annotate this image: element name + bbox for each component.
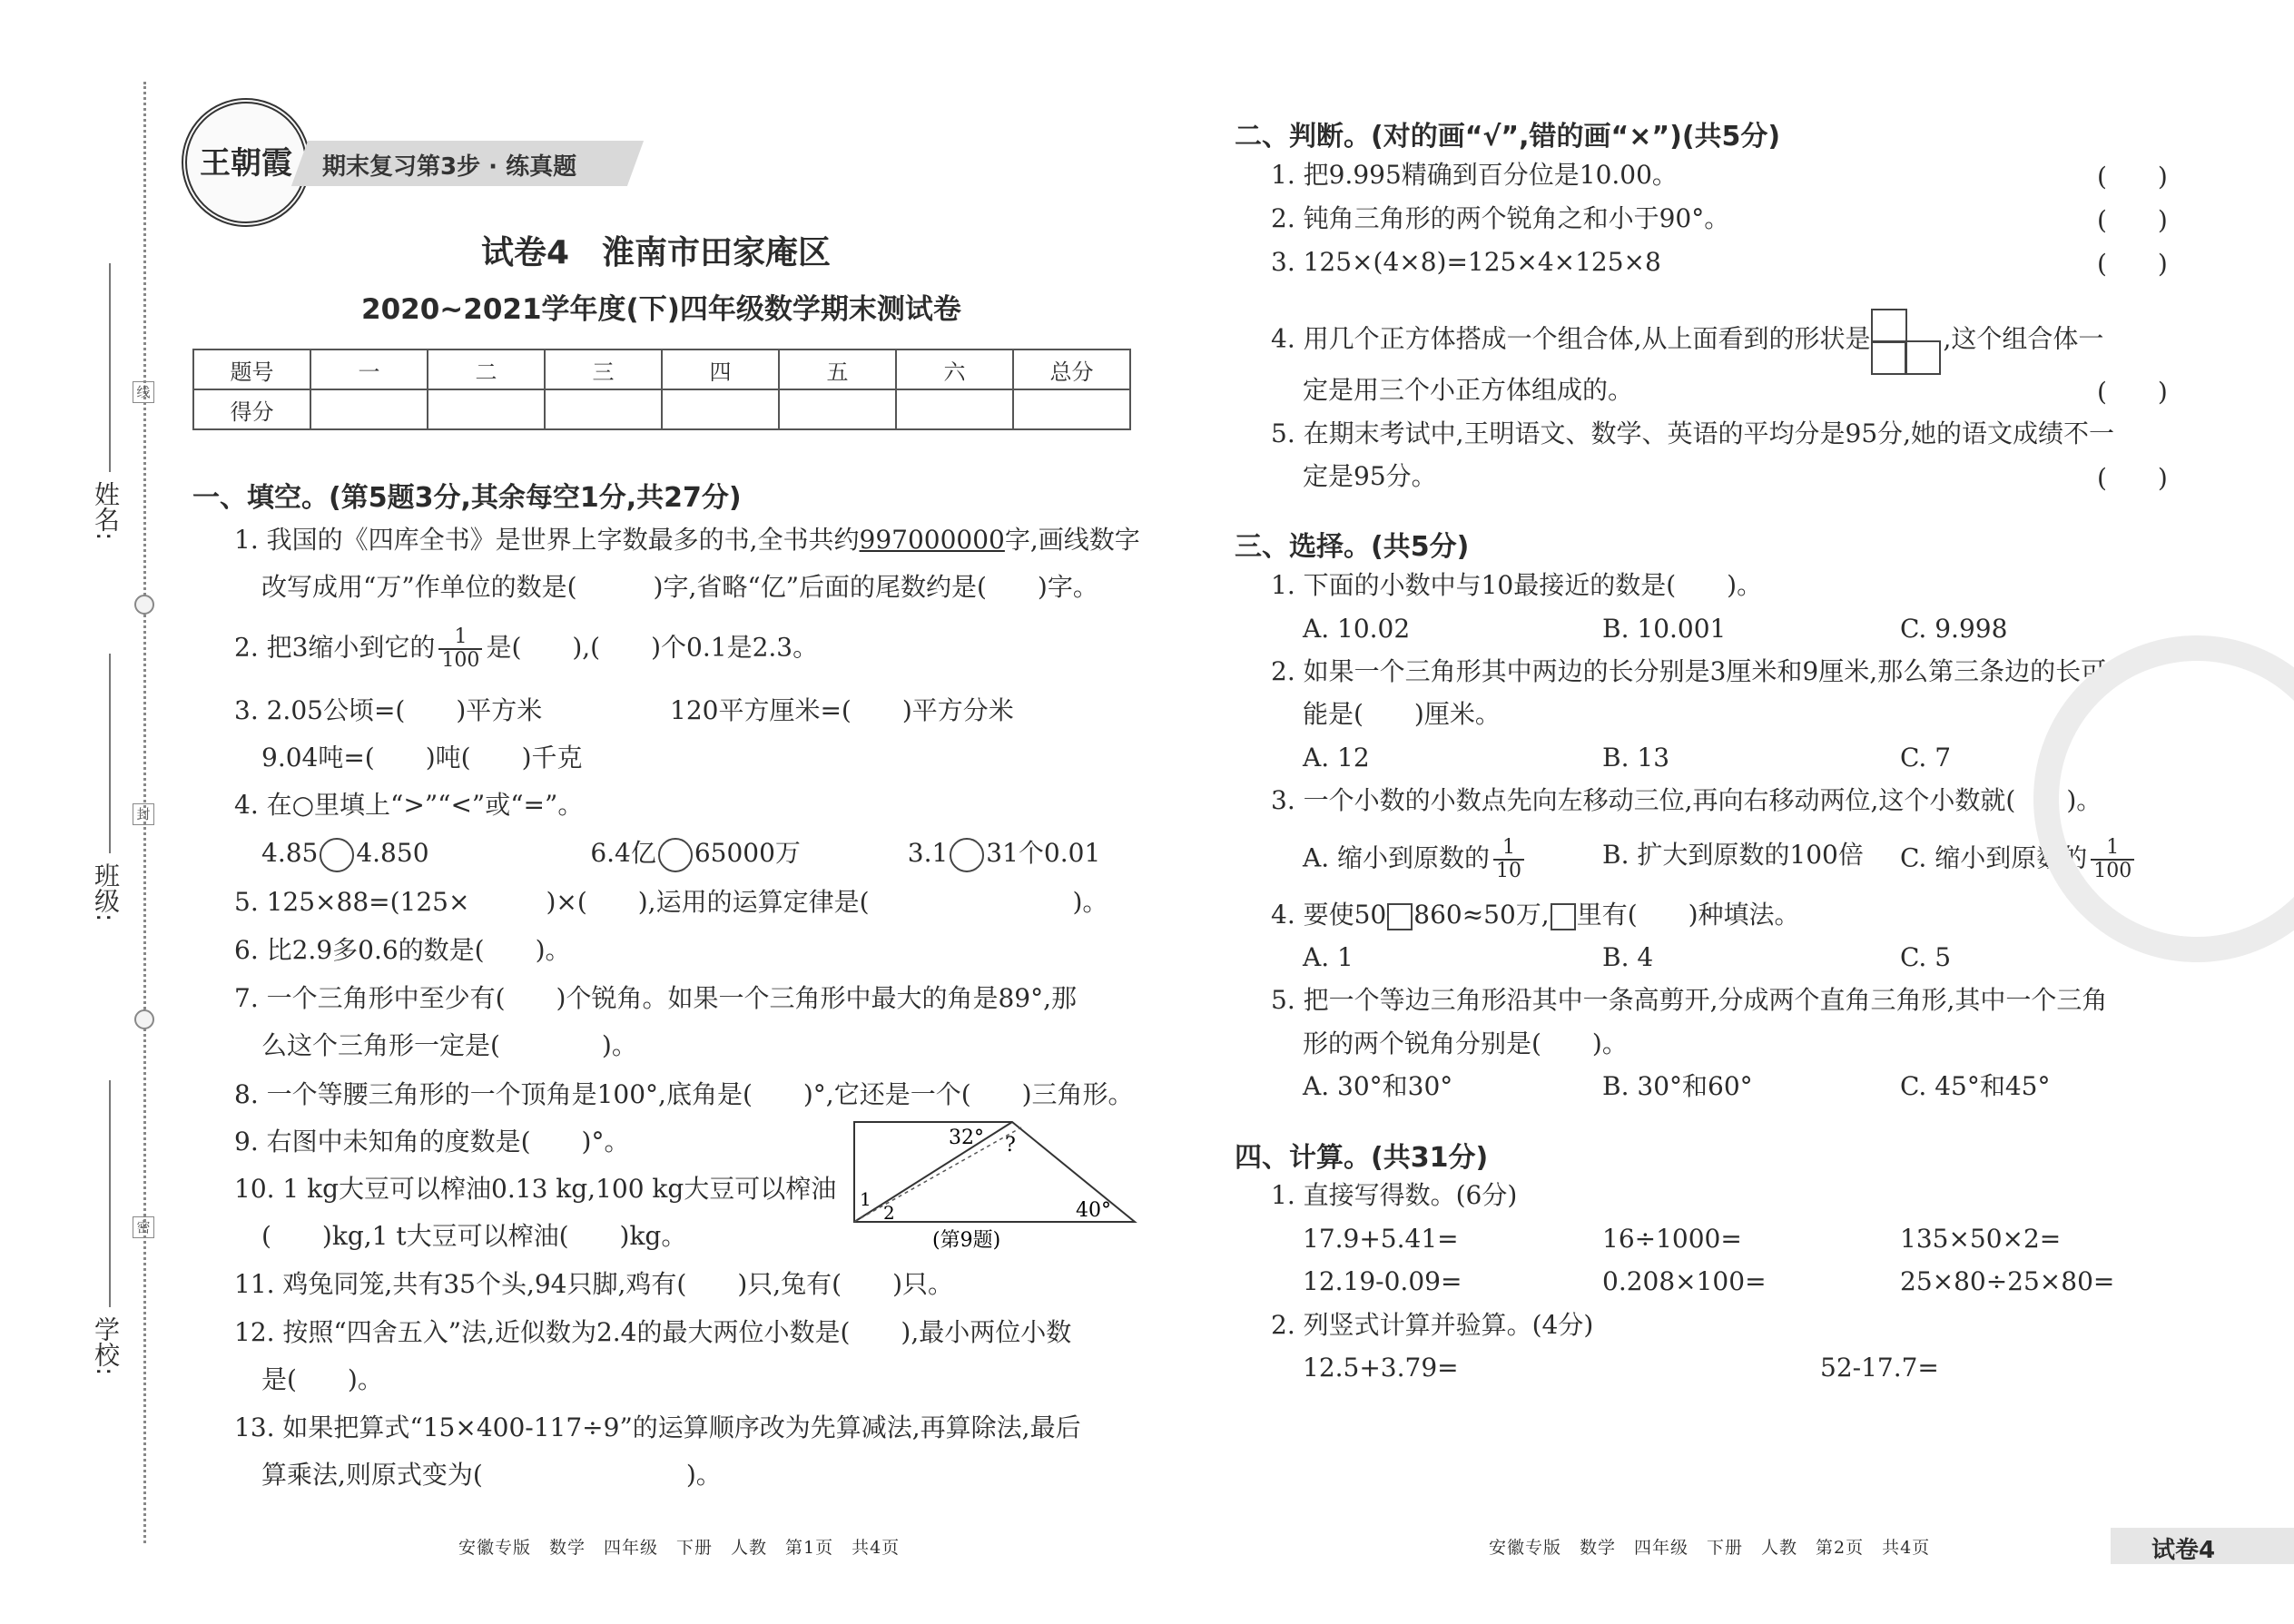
question-6: 6. 比2.9多0.6的数是( )。 [234, 935, 571, 965]
answer-paren[interactable]: ( ) [2097, 377, 2168, 407]
calc-item: 17.9+5.41= [1303, 1224, 1459, 1254]
footer-right: 安徽专版 数学 四年级 下册 人教 第2页 共4页 [1489, 1538, 1931, 1558]
choice-1-option-c[interactable]: C. 9.998 [1900, 614, 2008, 644]
punch-hole [134, 595, 154, 615]
score-cell: 二 [428, 349, 545, 389]
paper-title: 试卷4 淮南市田家庵区 [481, 234, 832, 271]
calc-item: 12.5+3.79= [1303, 1353, 1459, 1383]
choice-2-option-a[interactable]: A. 12 [1303, 743, 1370, 773]
score-cell: 总分 [1013, 349, 1130, 389]
score-cell: 一 [310, 349, 428, 389]
angle-2-label: 2 [883, 1202, 895, 1224]
judge-4: 4. 用几个正方体搭成一个组合体,从上面看到的形状是 ,这个组合体一 [1271, 309, 2103, 372]
score-table-header-row [193, 349, 1130, 389]
name-line [109, 263, 111, 472]
choice-3-option-b[interactable]: B. 扩大到原数的100倍 [1602, 840, 1864, 870]
choice-1-option-a[interactable]: A. 10.02 [1303, 614, 1411, 644]
score-cell: 六 [896, 349, 1013, 389]
question-12b: 是( )。 [261, 1364, 383, 1394]
score-input[interactable] [428, 389, 545, 429]
choice-5: 5. 把一个等边三角形沿其中一条高剪开,分成两个直角三角形,其中一个三角 [1271, 985, 2108, 1015]
logo-badge [182, 98, 310, 227]
seal-mark-line: 线 [133, 381, 154, 403]
choice-3: 3. 一个小数的小数点先向左移动三位,再向右移动两位,这个小数就( )。 [1271, 785, 2102, 815]
choice-5-option-b[interactable]: B. 30°和60° [1602, 1071, 1753, 1101]
fraction: $\frac{1}{100}$ [2091, 837, 2134, 882]
school-label: 学校: [91, 1316, 121, 1376]
underlined-number: 997000000 [859, 525, 1005, 555]
question-7a: 7. 一个三角形中至少有( )个锐角。如果一个三角形中最大的角是89°,那 [234, 983, 1077, 1013]
question-9-figure [849, 1115, 1139, 1251]
score-input[interactable] [779, 389, 896, 429]
choice-4-option-c[interactable]: C. 5 [1900, 942, 1952, 972]
section-judge-title: 二、判断。(对的画“√”,错的画“×”)(共5分) [1235, 121, 1781, 153]
logo-text: 王朝霞 [200, 145, 292, 182]
judge-1: 1. 把9.995精确到百分位是10.00。 [1271, 160, 1678, 190]
choice-5-option-a[interactable]: A. 30°和30° [1303, 1071, 1453, 1101]
unknown-angle-label: ? [1005, 1134, 1016, 1156]
choice-4: 4. 要使50 860≈50万, 里有( )种填法。 [1271, 900, 1800, 930]
question-3a: 3. 2.05公顷=( )平方米 [234, 695, 543, 725]
score-table [192, 349, 1131, 430]
score-input[interactable] [896, 389, 1013, 429]
question-13a: 13. 如果把算式“15×400-117÷9”的运算顺序改为先算减法,再算除法,最后 [234, 1412, 1081, 1442]
name-label: 姓名: [91, 481, 121, 541]
section-fill-blank-title: 一、填空。(第5题3分,其余每空1分,共27分) [192, 482, 742, 514]
question-12a: 12. 按照“四舍五入”法,近似数为2.4的最大两位小数是( ),最小两位小数 [234, 1317, 1072, 1347]
section-choice-title: 三、选择。(共5分) [1235, 531, 1470, 563]
seal-mark-seal: 封 [133, 803, 154, 825]
question-9: 9. 右图中未知角的度数是( )°。 [234, 1127, 630, 1156]
dashed-line [854, 1127, 1021, 1222]
top-view-shape [1871, 309, 1944, 372]
question-2: 2. 把3缩小到它的 $\frac{1}{100}$ 是( ),( )个0.1是2.3。 [234, 625, 819, 672]
school-line [109, 1080, 111, 1307]
choice-2-option-b[interactable]: B. 13 [1602, 743, 1670, 773]
choice-1: 1. 下面的小数中与10最接近的数是( )。 [1271, 570, 1763, 600]
compare-circle[interactable] [950, 838, 984, 872]
angle-32-label: 32° [949, 1127, 984, 1149]
calc-item: 52-17.7= [1820, 1353, 1939, 1383]
question-8: 8. 一个等腰三角形的一个顶角是100°,底角是( )°,它还是一个( )三角形。 [234, 1079, 1134, 1109]
score-cell: 三 [545, 349, 662, 389]
answer-paren[interactable]: ( ) [2097, 249, 2168, 279]
score-label: 得分 [193, 389, 310, 429]
question-1: 1. 我国的《四库全书》是世界上字数最多的书,全书共约997000000字,画线数字 [234, 525, 1140, 555]
question-7b: 么这个三角形一定是( )。 [261, 1030, 637, 1060]
choice-2-cont: 能是( )厘米。 [1303, 699, 1501, 729]
score-input[interactable] [662, 389, 779, 429]
footer-tab: 试卷4 [2151, 1537, 2216, 1564]
judge-5: 5. 在期末考试中,王明语文、数学、英语的平均分是95分,她的语文成绩不一 [1271, 418, 2115, 448]
question-3b: 120平方厘米=( )平方分米 [670, 695, 1014, 725]
blank-box [1387, 903, 1413, 930]
section-calc-title: 四、计算。(共31分) [1235, 1142, 1489, 1174]
question-13b: 算乘法,则原式变为( )。 [261, 1460, 722, 1490]
class-line [109, 654, 111, 853]
angle-1-label: 1 [860, 1188, 871, 1210]
question-4: 4. 在○里填上“>”“<”或“=”。 [234, 790, 584, 820]
calc-item: 0.208×100= [1602, 1266, 1767, 1296]
choice-3-option-a[interactable]: A. 缩小到原数的 $\frac{1}{10}$ [1303, 837, 1528, 882]
calc-item: 16÷1000= [1602, 1224, 1742, 1254]
footer-left: 安徽专版 数学 四年级 下册 人教 第1页 共4页 [458, 1538, 901, 1558]
answer-paren[interactable]: ( ) [2097, 162, 2168, 192]
question-11: 11. 鸡兔同笼,共有35个头,94只脚,鸡有( )只,兔有( )只。 [234, 1269, 953, 1299]
choice-4-option-b[interactable]: B. 4 [1602, 942, 1654, 972]
calc-item: 12.19-0.09= [1303, 1266, 1462, 1296]
angle-40-label: 40° [1076, 1199, 1111, 1222]
question-4-items: 4.85 4.850 6.4亿 65000万 3.1 31个0.01 [261, 835, 1100, 872]
score-cell: 四 [662, 349, 779, 389]
fraction: $\frac{1}{10}$ [1493, 837, 1524, 882]
judge-3: 3. 125×(4×8)=125×4×125×8 [1271, 247, 1661, 277]
answer-paren[interactable]: ( ) [2097, 463, 2168, 493]
judge-4-cont: 定是用三个小正方体组成的。 [1303, 375, 1634, 405]
score-input[interactable] [1013, 389, 1130, 429]
banner-text: 期末复习第3步 · 练真题 [322, 153, 577, 181]
compare-circle[interactable] [320, 838, 354, 872]
calc-item: 25×80÷25×80= [1900, 1266, 2115, 1296]
diagonal-line [854, 1122, 1012, 1222]
calc-item: 135×50×2= [1900, 1224, 2062, 1254]
judge-5-cont: 定是95分。 [1303, 461, 1437, 491]
choice-4-option-a[interactable]: A. 1 [1303, 942, 1354, 972]
class-label: 班级: [91, 862, 121, 922]
choice-3-option-c[interactable]: C. 缩小到原数的 $\frac{1}{100}$ [1900, 837, 2138, 882]
score-cell: 五 [779, 349, 896, 389]
paper-subtitle: 2020~2021学年度(下)四年级数学期末测试卷 [361, 293, 961, 326]
punch-hole [134, 1009, 154, 1029]
question-10b: ( )kg,1 t大豆可以榨油( )kg。 [261, 1221, 687, 1251]
blank-box [1551, 903, 1576, 930]
judge-2: 2. 钝角三角形的两个锐角之和小于90°。 [1271, 203, 1730, 233]
score-table-score-row [193, 389, 1130, 429]
figure-caption: (第9题) [932, 1229, 1001, 1251]
question-5: 5. 125×88=(125× )×( ),运用的运算定律是( )。 [234, 887, 1108, 917]
score-input[interactable] [310, 389, 428, 429]
compare-circle[interactable] [658, 838, 693, 872]
score-cell: 题号 [193, 349, 310, 389]
choice-2: 2. 如果一个三角形其中两边的长分别是3厘米和9厘米,那么第三条边的长可 [1271, 656, 2107, 686]
score-input[interactable] [545, 389, 662, 429]
question-10a: 10. 1 kg大豆可以榨油0.13 kg,100 kg大豆可以榨油 [234, 1174, 837, 1204]
choice-1-option-b[interactable]: B. 10.001 [1602, 614, 1727, 644]
calc-2: 2. 列竖式计算并验算。(4分) [1271, 1310, 1594, 1340]
fraction: $\frac{1}{100}$ [438, 626, 482, 672]
calc-1: 1. 直接写得数。(6分) [1271, 1180, 1518, 1210]
seal-mark-secret: 密 [133, 1216, 154, 1238]
choice-2-option-c[interactable]: C. 7 [1900, 743, 1952, 773]
choice-5-option-c[interactable]: C. 45°和45° [1900, 1071, 2051, 1101]
question-3c: 9.04吨=( )吨( )千克 [261, 743, 583, 773]
choice-5-cont: 形的两个锐角分别是( )。 [1303, 1029, 1628, 1058]
question-1-cont: 改写成用“万”作单位的数是( )字,省略“亿”后面的尾数约是( )字。 [261, 572, 1098, 602]
answer-paren[interactable]: ( ) [2097, 205, 2168, 235]
